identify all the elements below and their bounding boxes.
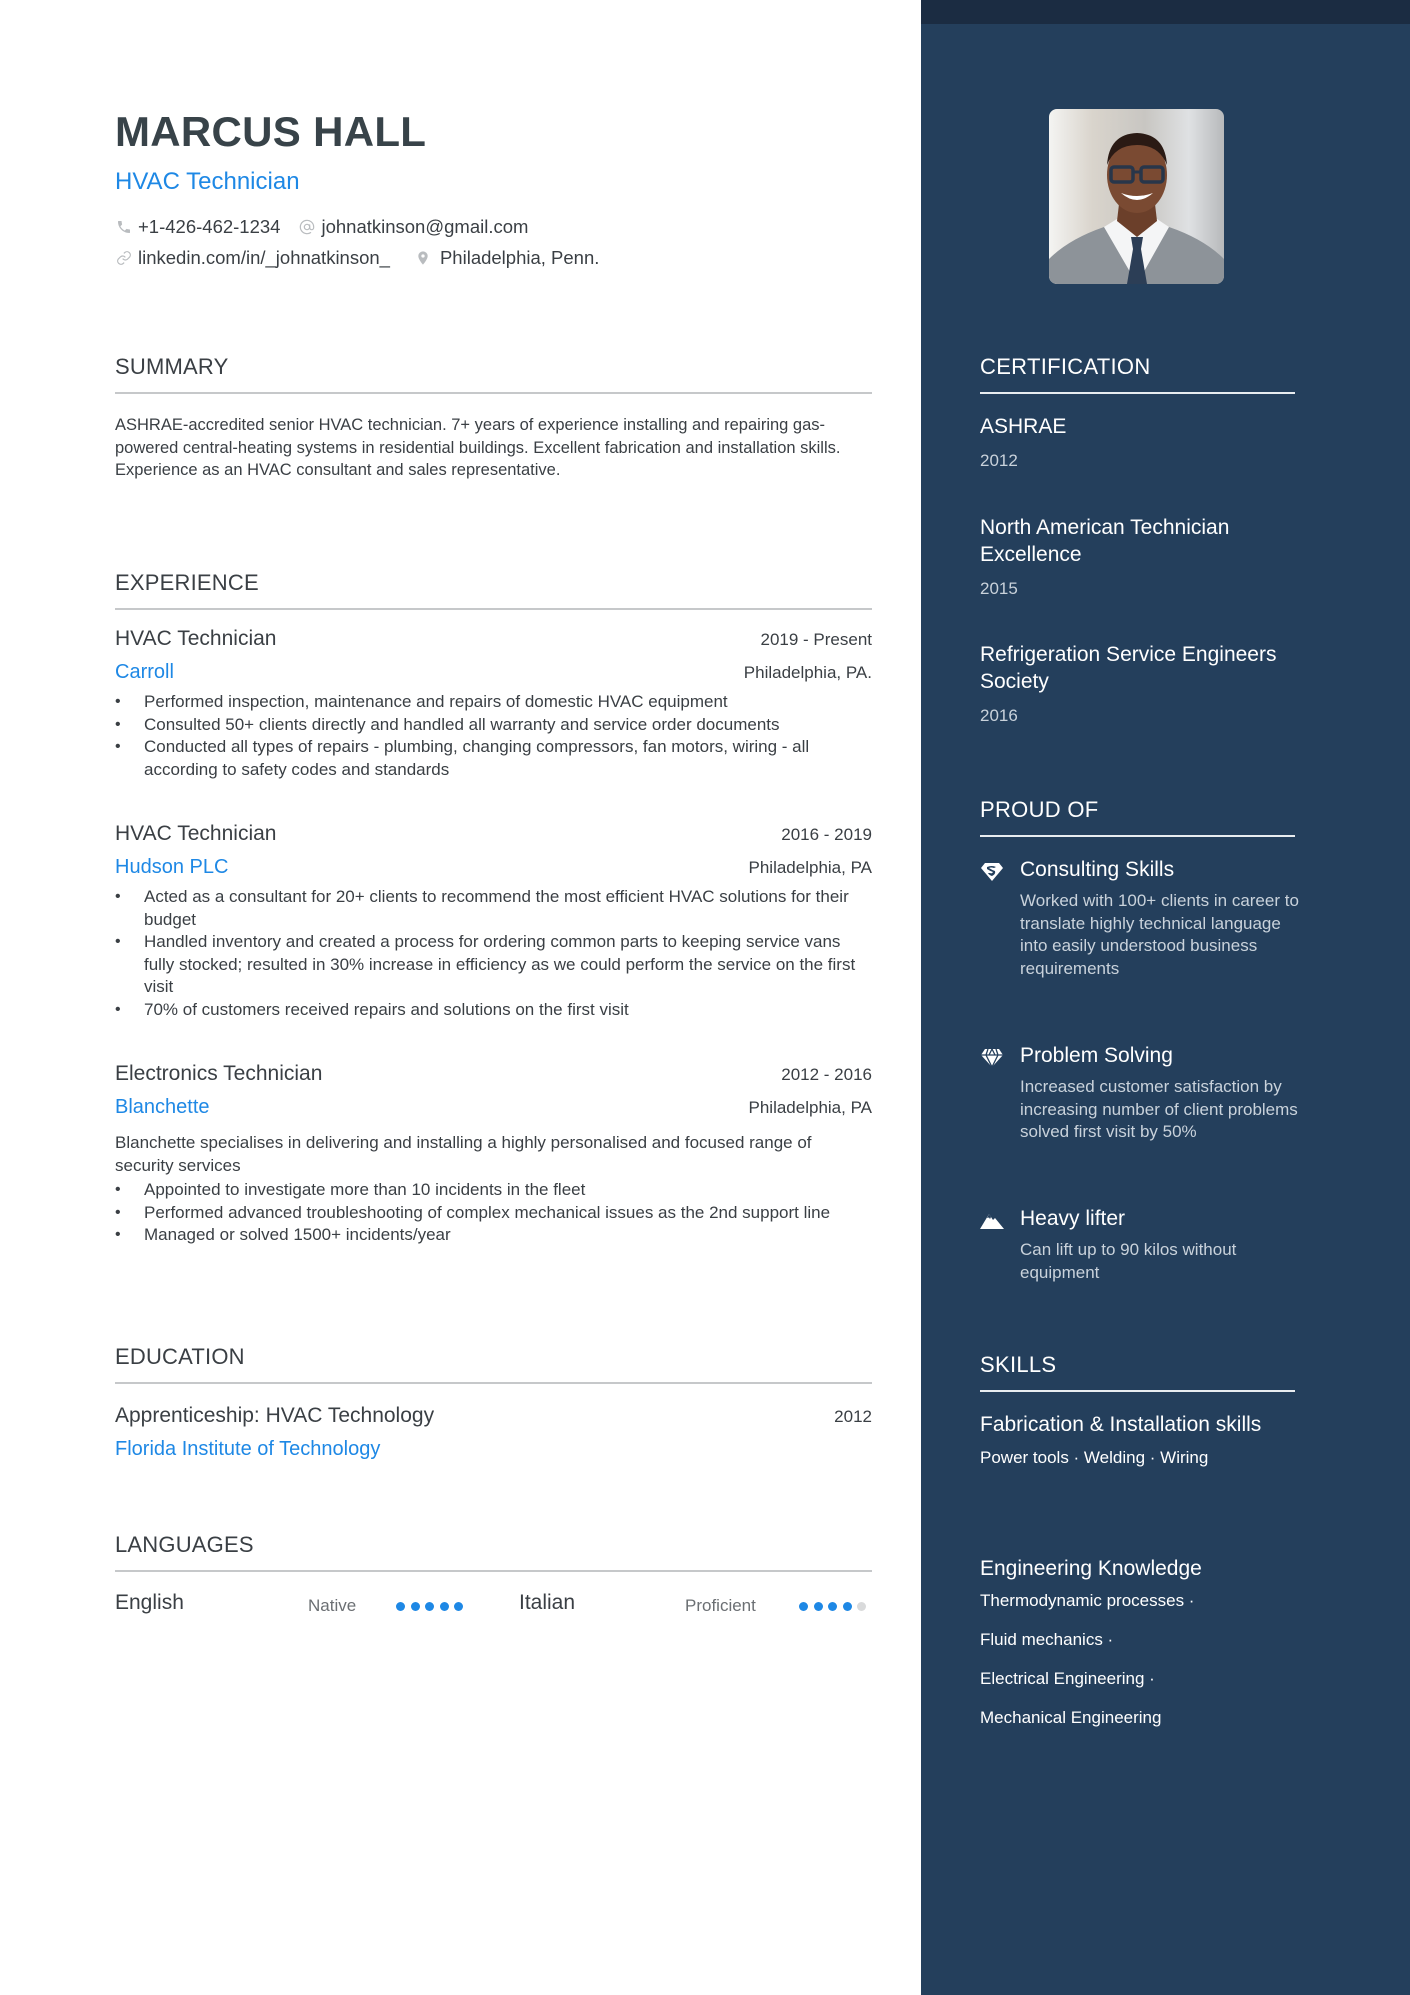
language-level: Proficient: [685, 1596, 756, 1615]
contact-phone: [115, 216, 280, 238]
summary-heading: SUMMARY: [115, 354, 229, 379]
job-description: Blanchette specialises in delivering and installing a highly personalised and focused range of security services: [115, 1133, 812, 1175]
contact-row-2: [115, 247, 617, 269]
skill-group: [980, 1411, 1295, 1468]
dot-filled: [425, 1602, 434, 1611]
dot-empty: [857, 1602, 866, 1611]
at-icon: [298, 218, 316, 236]
language-proficiency-dots: [396, 1602, 469, 1611]
phone-text[interactable]: +1-426-462-1234: [138, 216, 281, 237]
proud-of-title: Heavy lifter: [1020, 1207, 1126, 1230]
job-dates: 2019 - Present: [760, 630, 872, 649]
dot-filled: [814, 1602, 823, 1611]
linkedin-link[interactable]: linkedin.com/in/_johnatkinson_: [138, 247, 390, 268]
job-location: Philadelphia, PA: [748, 1098, 872, 1117]
languages-divider: [115, 1570, 872, 1572]
dot-filled: [396, 1602, 405, 1611]
candidate-role: HVAC Technician: [115, 168, 300, 195]
skills-heading: SKILLS: [980, 1352, 1057, 1377]
dot-filled: [440, 1602, 449, 1611]
job-entry: [115, 1062, 872, 1247]
job-dates: 2012 - 2016: [781, 1065, 872, 1084]
certification-year: 2015: [980, 579, 1018, 598]
job-bullet: • Appointed to investigate more than 10 incidents in the fleet: [115, 1179, 872, 1202]
job-entry: [115, 627, 872, 781]
proud-of-description: Can lift up to 90 kilos without equipment: [1020, 1240, 1237, 1282]
job-company: Hudson PLC: [115, 856, 229, 878]
language-proficiency-dots: [799, 1602, 872, 1611]
skill-item: Electrical Engineering ·: [980, 1669, 1155, 1688]
job-location: Philadelphia, PA.: [743, 663, 872, 682]
education-entry: [115, 1404, 872, 1468]
education-degree: Apprenticeship: HVAC Technology: [115, 1404, 435, 1427]
proud-of-divider: [980, 835, 1295, 837]
certification-year: 2012: [980, 451, 1018, 470]
job-location: Philadelphia, PA: [748, 858, 872, 877]
certification-item: [980, 413, 1295, 471]
job-bullet: • Handled inventory and created a process for ordering common parts to keeping service vans fully stocked; resulted in 30% increase in efficiency as we could perform the service on the first visit: [115, 931, 872, 999]
summary-text: ASHRAE-accredited senior HVAC technician. 7+ years of experience installing and repairing gas-powered central-heating systems in residential buildings. Excellent fabrication and installation skills. Experience as an HVAC consultant and sales representative.: [115, 416, 841, 479]
phone-icon: [115, 218, 133, 236]
skill-item: Fluid mechanics ·: [980, 1630, 1114, 1649]
certification-divider: [980, 392, 1295, 394]
proud-of-description: Increased customer satisfaction by increasing number of client problems solved first visit by 50%: [1020, 1077, 1298, 1141]
contact-email: [298, 216, 528, 238]
proud-of-title: Consulting Skills: [1020, 858, 1175, 881]
superman-shield-icon: [980, 862, 1004, 882]
dot-filled: [843, 1602, 852, 1611]
certification-heading: CERTIFICATION: [980, 354, 1151, 379]
experience-divider: [115, 608, 872, 610]
education-divider: [115, 1382, 872, 1384]
certification-item: [980, 641, 1295, 726]
proud-of-heading: PROUD OF: [980, 797, 1099, 822]
skills-divider: [980, 1390, 1295, 1392]
proud-of-description: Worked with 100+ clients in career to translate highly technical language into easily understood business requirements: [1020, 891, 1299, 978]
dot-filled: [828, 1602, 837, 1611]
map-pin-icon: [414, 249, 432, 267]
location-text: Philadelphia, Penn.: [439, 247, 600, 268]
skill-group: [980, 1555, 1295, 1746]
email-link[interactable]: johnatkinson@gmail.com: [321, 216, 529, 237]
profile-photo: [1049, 109, 1224, 284]
mountain-icon: [980, 1211, 1004, 1231]
job-company: Carroll: [115, 661, 174, 683]
job-bullet: • 70% of customers received repairs and solutions on the first visit: [115, 999, 872, 1022]
skill-group-name: Fabrication & Installation skills: [980, 1413, 1262, 1436]
dot-filled: [454, 1602, 463, 1611]
diamond-icon: [980, 1048, 1004, 1068]
sidebar-top-bar: [921, 0, 1410, 24]
candidate-name: MARCUS HALL: [115, 108, 427, 155]
link-icon: [115, 249, 133, 267]
contact-location: [414, 247, 599, 269]
job-bullet: • Acted as a consultant for 20+ clients to recommend the most efficient HVAC solutions for their budget: [115, 886, 872, 931]
job-bullets: [115, 886, 872, 1021]
proud-of-title: Problem Solving: [1020, 1044, 1173, 1067]
education-school: Florida Institute of Technology: [115, 1438, 381, 1460]
contact-linkedin: [115, 247, 390, 269]
certification-item: [980, 514, 1295, 599]
education-heading: EDUCATION: [115, 1344, 245, 1369]
job-title: HVAC Technician: [115, 822, 277, 845]
experience-heading: EXPERIENCE: [115, 570, 259, 595]
certification-name: Refrigeration Service Engineers Society: [980, 643, 1277, 693]
dot-filled: [411, 1602, 420, 1611]
contact-row-1: [115, 216, 546, 238]
job-bullet: • Managed or solved 1500+ incidents/year: [115, 1224, 872, 1247]
job-entry: [115, 822, 872, 1021]
certification-name: North American Technician Excellence: [980, 516, 1230, 566]
language-level: Native: [308, 1596, 357, 1615]
job-dates: 2016 - 2019: [781, 825, 872, 844]
job-bullets: [115, 691, 872, 781]
languages-heading: LANGUAGES: [115, 1532, 254, 1557]
job-title: HVAC Technician: [115, 627, 277, 650]
education-year: 2012: [834, 1407, 872, 1426]
summary-divider: [115, 392, 872, 394]
languages-list: [115, 1591, 872, 1621]
certification-year: 2016: [980, 706, 1018, 725]
skill-item: Mechanical Engineering: [980, 1708, 1162, 1727]
language-name: English: [115, 1591, 184, 1614]
skill-group-name: Engineering Knowledge: [980, 1557, 1202, 1580]
skill-group-items: Power tools · Welding · Wiring: [980, 1448, 1209, 1467]
job-bullet: • Conducted all types of repairs - plumbing, changing compressors, fan motors, wiring - all according to safety codes and standards: [115, 736, 872, 781]
job-title: Electronics Technician: [115, 1062, 323, 1085]
job-bullet: • Consulted 50+ clients directly and handled all warranty and service order documents: [115, 714, 872, 737]
skill-item: Thermodynamic processes ·: [980, 1591, 1195, 1610]
language-name: Italian: [519, 1591, 576, 1614]
job-bullet: • Performed advanced troubleshooting of complex mechanical issues as the 2nd support line: [115, 1202, 872, 1225]
job-bullets: [115, 1179, 872, 1247]
person-avatar-icon: [1049, 109, 1224, 284]
job-bullet: • Performed inspection, maintenance and repairs of domestic HVAC equipment: [115, 691, 872, 714]
certification-name: ASHRAE: [980, 415, 1067, 438]
dot-filled: [799, 1602, 808, 1611]
job-company: Blanchette: [115, 1096, 210, 1118]
